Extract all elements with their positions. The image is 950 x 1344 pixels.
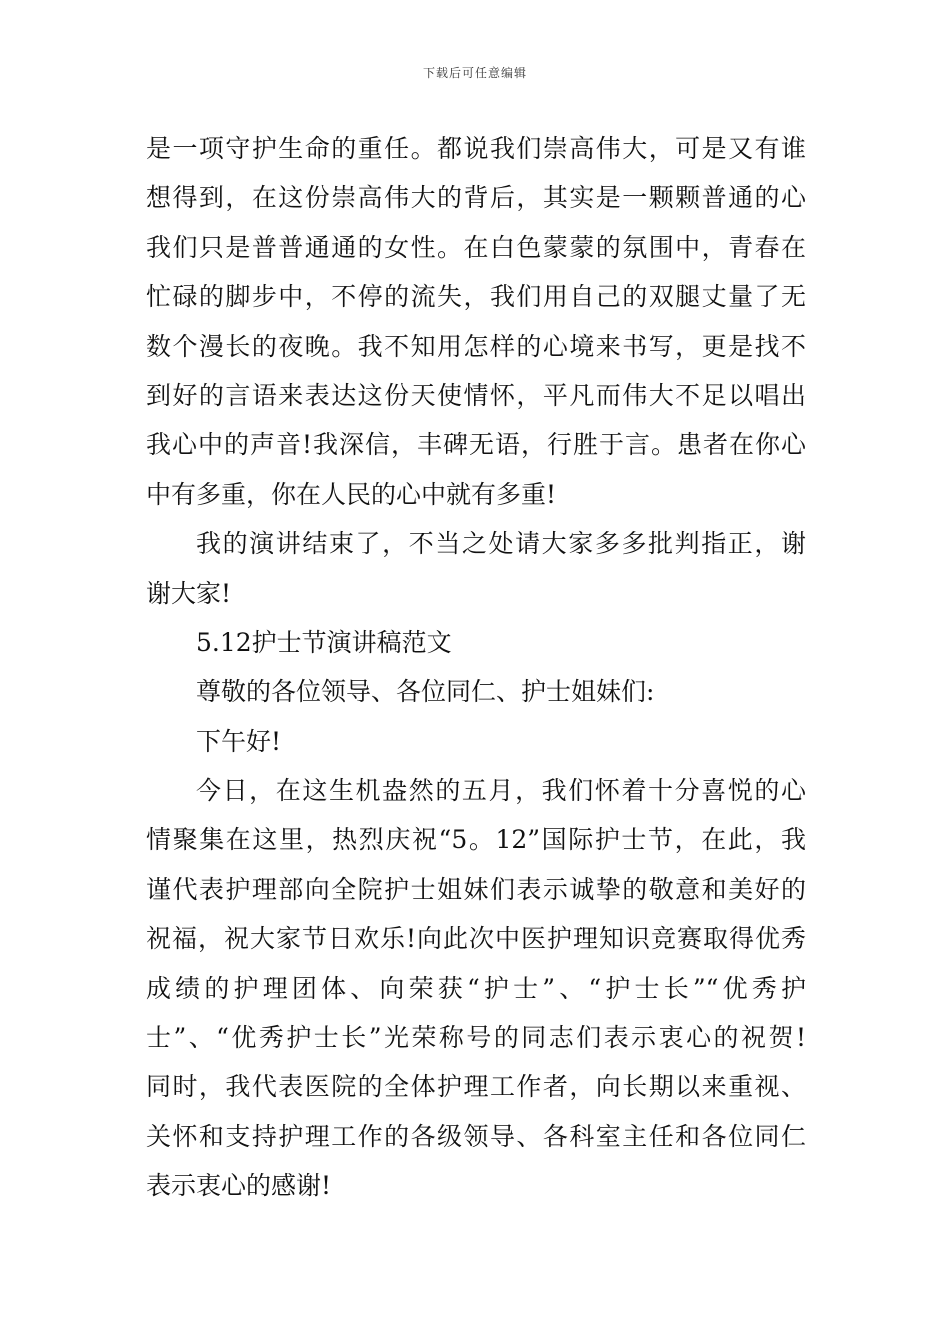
text-line: 忙碌的脚步中，不停的流失，我们用自己的双腿丈量了无 bbox=[146, 282, 806, 312]
text-line: 表示衷心的感谢! bbox=[146, 1171, 332, 1201]
text-line: 中有多重，你在人民的心中就有多重! bbox=[146, 479, 557, 509]
text-line: 成绩的护理团体、向荣获“护士”、“护士长”“优秀护 bbox=[146, 973, 806, 1003]
text-line: 情聚集在这里，热烈庆祝“5。12”国际护士节，在此，我 bbox=[146, 825, 806, 855]
text-line: 我心中的声音!我深信，丰碑无语，行胜于言。患者在你心 bbox=[146, 430, 806, 460]
document-body bbox=[146, 124, 806, 1211]
text-line: 尊敬的各位领导、各位同仁、护士姐妹们: bbox=[196, 677, 655, 707]
text-line: 谢大家! bbox=[146, 578, 232, 608]
text-line: 5.12护士节演讲稿范文 bbox=[196, 627, 452, 657]
text-line: 谨代表护理部向全院护士姐妹们表示诚挚的敬意和美好的 bbox=[146, 874, 806, 904]
text-line: 下午好! bbox=[196, 726, 282, 756]
text-line: 关怀和支持护理工作的各级领导、各科室主任和各位同仁 bbox=[146, 1121, 806, 1151]
text-line: 数个漫长的夜晚。我不知用怎样的心境来书写，更是找不 bbox=[146, 331, 806, 361]
page-header: 下载后可任意编辑 bbox=[422, 66, 527, 80]
text-line: 我们只是普普通通的女性。在白色蒙蒙的氛围中，青春在 bbox=[146, 232, 806, 262]
text-line: 到好的言语来表达这份天使情怀，平凡而伟大不足以唱出 bbox=[146, 380, 806, 410]
text-line: 同时，我代表医院的全体护理工作者，向长期以来重视、 bbox=[146, 1072, 806, 1102]
text-line: 想得到，在这份崇高伟大的背后，其实是一颗颗普通的心 bbox=[146, 183, 806, 213]
text-line: 我的演讲结束了，不当之处请大家多多批判指正，谢 bbox=[196, 529, 806, 559]
text-line: 今日，在这生机盎然的五月，我们怀着十分喜悦的心 bbox=[196, 776, 806, 806]
text-line: 士”、“优秀护士长”光荣称号的同志们表示衷心的祝贺! bbox=[146, 1023, 806, 1053]
text-line: 是一项守护生命的重任。都说我们崇高伟大，可是又有谁 bbox=[146, 134, 806, 163]
text-line: 祝福，祝大家节日欢乐!向此次中医护理知识竞赛取得优秀 bbox=[146, 924, 806, 954]
